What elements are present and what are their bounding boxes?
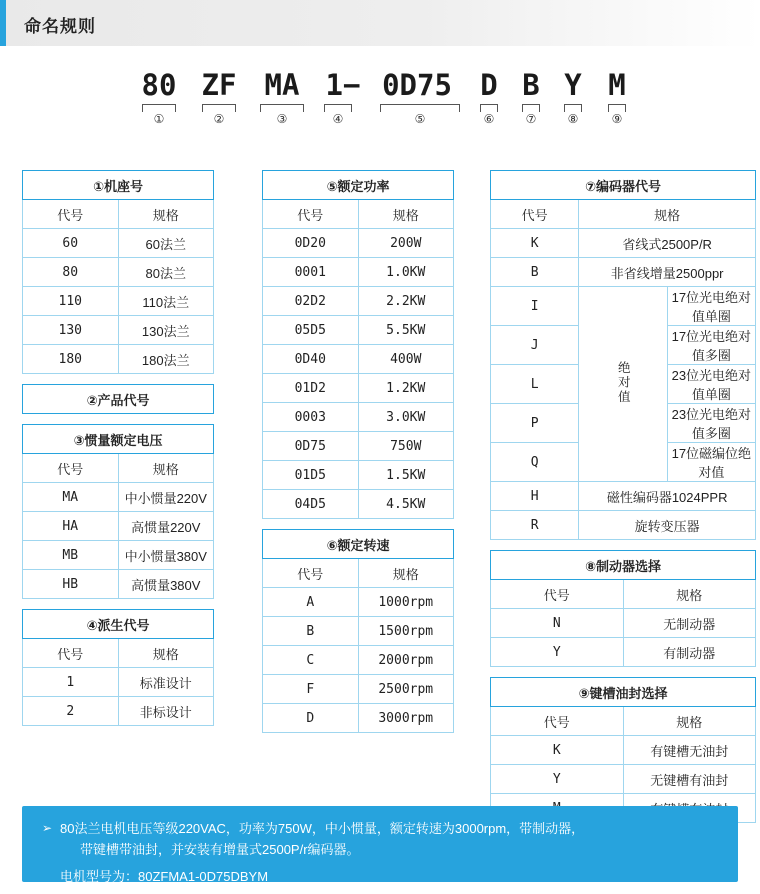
cell-spec: 3.0KW xyxy=(358,403,454,432)
cell-spec: 23位光电绝对值多圈 xyxy=(667,404,755,443)
cell-code: I xyxy=(491,287,579,326)
col-header-code: 代号 xyxy=(263,559,359,588)
table-row xyxy=(491,287,756,326)
cell-code: 1 xyxy=(23,668,119,697)
cell-spec: 省线式2500P/R xyxy=(579,229,756,258)
col-header-code: 代号 xyxy=(23,200,119,229)
cell-spec: 2500rpm xyxy=(358,675,454,704)
table-rated-speed xyxy=(262,529,454,733)
table-caption: ⑨键槽油封选择 xyxy=(491,678,756,707)
table-row xyxy=(23,541,214,570)
cell-spec: 中小惯量220V xyxy=(118,483,214,512)
cell-code: P xyxy=(491,404,579,443)
cell-code: A xyxy=(263,588,359,617)
table-row xyxy=(263,617,454,646)
code-segment-8: Y xyxy=(564,68,582,102)
table-caption: ②产品代号 xyxy=(23,385,214,414)
cell-spec: 1500rpm xyxy=(358,617,454,646)
code-marker-8: ⑧ xyxy=(567,112,579,126)
cell-code: J xyxy=(491,326,579,365)
model-code-line xyxy=(0,68,760,108)
table-rated-power xyxy=(262,170,454,519)
code-segment-4: 1− xyxy=(325,68,361,102)
code-segment-5: 0D75 xyxy=(382,68,452,102)
code-bracket-2 xyxy=(202,104,236,112)
table-caption: ⑥额定转速 xyxy=(263,530,454,559)
cell-code: Y xyxy=(491,638,624,667)
col-header-code: 代号 xyxy=(491,580,624,609)
table-row xyxy=(23,229,214,258)
cell-code: D xyxy=(263,704,359,733)
cell-code: 01D5 xyxy=(263,461,359,490)
table-caption: ⑦编码器代号 xyxy=(491,171,756,200)
cell-code: K xyxy=(491,229,579,258)
code-bracket-9 xyxy=(608,104,626,112)
table-row xyxy=(23,316,214,345)
table-row xyxy=(263,675,454,704)
code-bracket-8 xyxy=(564,104,582,112)
table-row xyxy=(23,512,214,541)
cell-code: 0D20 xyxy=(263,229,359,258)
table-row xyxy=(23,345,214,374)
cell-group-label xyxy=(579,287,667,482)
cell-code: Y xyxy=(491,765,624,794)
cell-code: 60 xyxy=(23,229,119,258)
note-line-2 xyxy=(22,839,738,860)
note-line-3 xyxy=(4,860,738,887)
cell-code: H xyxy=(491,482,579,511)
note-text-1: 80法兰电机电压等级220VAC，功率为750W，中小惯量，额定转速为3000rpm，带制动器， xyxy=(60,821,585,836)
page-title: 命名规则 xyxy=(24,17,96,36)
code-marker-9: ⑨ xyxy=(611,112,623,126)
code-segment-6: D xyxy=(480,68,498,102)
cell-code: HA xyxy=(23,512,119,541)
table-caption: ④派生代号 xyxy=(23,610,214,639)
table-inertia-voltage xyxy=(22,424,214,599)
table-row xyxy=(263,287,454,316)
cell-spec: 400W xyxy=(358,345,454,374)
cell-spec: 高惯量380V xyxy=(118,570,214,599)
col-header-spec: 规格 xyxy=(118,200,214,229)
cell-code: R xyxy=(491,511,579,540)
code-marker-3: ③ xyxy=(276,112,288,126)
cell-spec: 17位光电绝对值单圈 xyxy=(667,287,755,326)
cell-code: MB xyxy=(23,541,119,570)
col-header-code: 代号 xyxy=(23,639,119,668)
cell-spec: 高惯量220V xyxy=(118,512,214,541)
cell-code: 01D2 xyxy=(263,374,359,403)
table-row xyxy=(23,287,214,316)
table-row xyxy=(263,461,454,490)
cell-spec: 有制动器 xyxy=(623,638,756,667)
cell-spec: 有键槽无油封 xyxy=(623,736,756,765)
cell-code: 05D5 xyxy=(263,316,359,345)
cell-spec: 1.0KW xyxy=(358,258,454,287)
cell-spec: 非标设计 xyxy=(118,697,214,726)
cell-spec: 2000rpm xyxy=(358,646,454,675)
header-accent-bar xyxy=(0,0,6,46)
table-row xyxy=(491,609,756,638)
table-row xyxy=(263,374,454,403)
table-caption: ⑧制动器选择 xyxy=(491,551,756,580)
cell-spec: 130法兰 xyxy=(118,316,214,345)
cell-code: 04D5 xyxy=(263,490,359,519)
column-left xyxy=(22,170,214,736)
col-header-code: 代号 xyxy=(23,454,119,483)
cell-spec: 磁性编码器1024PPR xyxy=(579,482,756,511)
cell-code: F xyxy=(263,675,359,704)
cell-code: B xyxy=(263,617,359,646)
table-derivative-code xyxy=(22,609,214,726)
col-header-spec: 规格 xyxy=(623,580,756,609)
table-row xyxy=(491,258,756,287)
cell-spec: 4.5KW xyxy=(358,490,454,519)
table-row xyxy=(263,229,454,258)
cell-code: 0003 xyxy=(263,403,359,432)
table-row xyxy=(491,736,756,765)
code-bracket-7 xyxy=(522,104,540,112)
code-bracket-5 xyxy=(380,104,460,112)
code-segment-3: MA xyxy=(264,68,300,102)
table-row xyxy=(263,588,454,617)
col-header-code: 代号 xyxy=(491,200,579,229)
col-header-spec: 规格 xyxy=(118,639,214,668)
code-bracket-3 xyxy=(260,104,304,112)
cell-code: Q xyxy=(491,443,579,482)
cell-spec: 17位磁编位绝对值 xyxy=(667,443,755,482)
table-row xyxy=(263,258,454,287)
cell-code: HB xyxy=(23,570,119,599)
page-header xyxy=(0,0,760,46)
code-segment-2: ZF xyxy=(201,68,237,102)
column-middle xyxy=(262,170,454,743)
cell-spec: 非省线增量2500ppr xyxy=(579,258,756,287)
arrow-icon: ➢ xyxy=(42,821,53,835)
code-bracket-1 xyxy=(142,104,176,112)
note-text-2: 带键槽带油封，并安装有增量式2500P/r编码器。 xyxy=(80,842,360,857)
table-row xyxy=(263,432,454,461)
cell-code: B xyxy=(491,258,579,287)
code-segment-7: B xyxy=(522,68,540,102)
cell-code: 80 xyxy=(23,258,119,287)
model-code-markers xyxy=(0,112,760,132)
cell-code: 0D40 xyxy=(263,345,359,374)
cell-spec: 2.2KW xyxy=(358,287,454,316)
cell-code: 0D75 xyxy=(263,432,359,461)
code-segment-9: M xyxy=(608,68,626,102)
cell-code: 2 xyxy=(23,697,119,726)
table-row xyxy=(491,482,756,511)
table-keyway-seal-option xyxy=(490,677,756,823)
table-product-code xyxy=(22,384,214,414)
cell-spec: 80法兰 xyxy=(118,258,214,287)
group-label-text: 绝对值 xyxy=(616,360,631,405)
cell-code: MA xyxy=(23,483,119,512)
cell-spec: 标准设计 xyxy=(118,668,214,697)
table-row xyxy=(263,490,454,519)
cell-code: 02D2 xyxy=(263,287,359,316)
table-frame-size xyxy=(22,170,214,374)
table-row xyxy=(491,511,756,540)
table-row xyxy=(23,697,214,726)
code-marker-5: ⑤ xyxy=(414,112,426,126)
col-header-spec: 规格 xyxy=(118,454,214,483)
note-line-1 xyxy=(22,806,738,839)
cell-spec: 旋转变压器 xyxy=(579,511,756,540)
table-row xyxy=(491,765,756,794)
cell-spec: 1.2KW xyxy=(358,374,454,403)
cell-code: K xyxy=(491,736,624,765)
code-segment-1: 80 xyxy=(141,68,177,102)
example-note xyxy=(4,806,738,884)
table-row xyxy=(23,258,214,287)
table-caption: ③惯量额定电压 xyxy=(23,425,214,454)
cell-spec: 3000rpm xyxy=(358,704,454,733)
cell-spec: 中小惯量380V xyxy=(118,541,214,570)
cell-spec: 1000rpm xyxy=(358,588,454,617)
code-marker-1: ① xyxy=(153,112,165,126)
code-marker-6: ⑥ xyxy=(483,112,495,126)
cell-code: L xyxy=(491,365,579,404)
arrow-icon: ➢ xyxy=(4,863,15,877)
table-row xyxy=(23,483,214,512)
cell-code: N xyxy=(491,609,624,638)
cell-spec: 无制动器 xyxy=(623,609,756,638)
col-header-spec: 规格 xyxy=(358,200,454,229)
table-encoder-code xyxy=(490,170,756,540)
cell-spec: 无键槽有油封 xyxy=(623,765,756,794)
code-marker-2: ② xyxy=(213,112,225,126)
table-row xyxy=(263,646,454,675)
cell-spec: 17位光电绝对值多圈 xyxy=(667,326,755,365)
cell-spec: 180法兰 xyxy=(118,345,214,374)
table-row xyxy=(491,638,756,667)
col-header-code: 代号 xyxy=(263,200,359,229)
cell-spec: 23位光电绝对值单圈 xyxy=(667,365,755,404)
cell-code: C xyxy=(263,646,359,675)
code-marker-4: ④ xyxy=(332,112,344,126)
cell-code: 0001 xyxy=(263,258,359,287)
cell-code: 180 xyxy=(23,345,119,374)
code-bracket-4 xyxy=(324,104,352,112)
table-brake-option xyxy=(490,550,756,667)
table-row xyxy=(263,704,454,733)
cell-spec: 5.5KW xyxy=(358,316,454,345)
note-text-3: 电机型号为：80ZFMA1-0D75DBYM xyxy=(60,869,269,884)
cell-code: 130 xyxy=(23,316,119,345)
table-row xyxy=(263,316,454,345)
cell-spec: 1.5KW xyxy=(358,461,454,490)
column-right xyxy=(490,170,756,833)
table-row xyxy=(263,403,454,432)
code-bracket-6 xyxy=(480,104,498,112)
cell-spec: 110法兰 xyxy=(118,287,214,316)
table-row xyxy=(23,668,214,697)
col-header-spec: 规格 xyxy=(579,200,756,229)
cell-spec: 750W xyxy=(358,432,454,461)
cell-spec: 60法兰 xyxy=(118,229,214,258)
table-row xyxy=(23,570,214,599)
cell-code: 110 xyxy=(23,287,119,316)
code-marker-7: ⑦ xyxy=(525,112,537,126)
table-row xyxy=(263,345,454,374)
table-caption: ⑤额定功率 xyxy=(263,171,454,200)
col-header-code: 代号 xyxy=(491,707,624,736)
table-caption: ①机座号 xyxy=(23,171,214,200)
cell-spec: 200W xyxy=(358,229,454,258)
col-header-spec: 规格 xyxy=(623,707,756,736)
col-header-spec: 规格 xyxy=(358,559,454,588)
table-row xyxy=(491,229,756,258)
